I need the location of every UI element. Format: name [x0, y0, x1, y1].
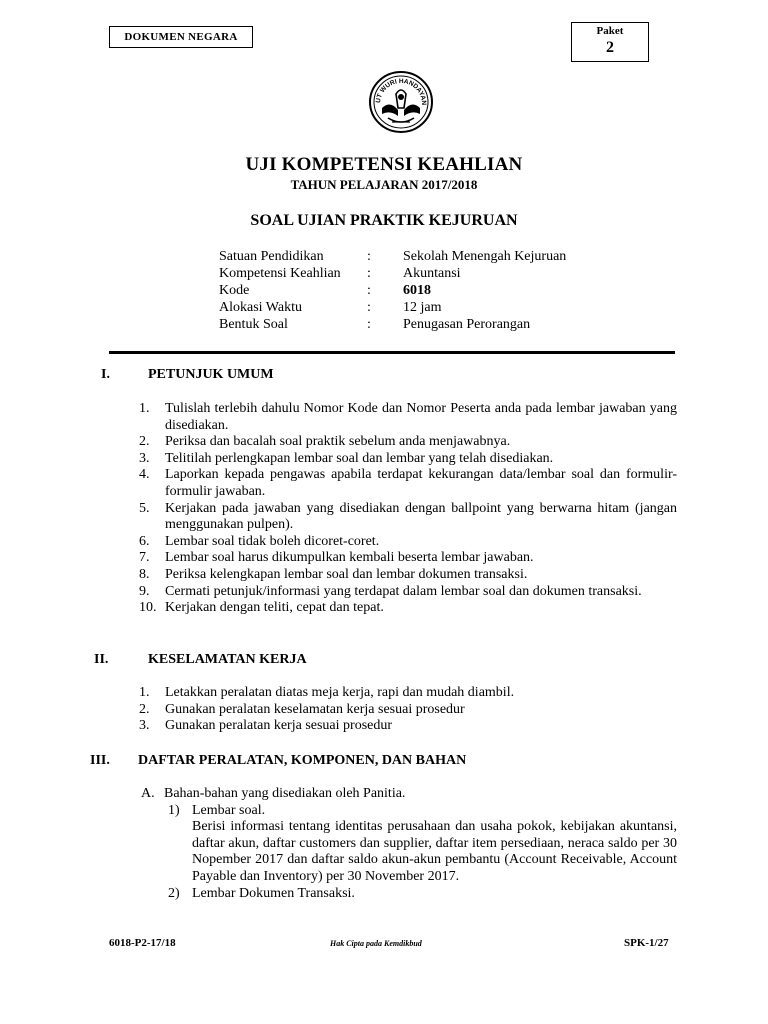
- document-label: DOKUMEN NEGARA: [109, 26, 253, 48]
- info-row: [219, 316, 566, 333]
- info-colon: :: [367, 266, 371, 281]
- item-text: Lembar soal tidak boleh dicoret-coret.: [165, 533, 380, 549]
- subsection-text: Bahan-bahan yang disediakan oleh Panitia.: [164, 786, 406, 801]
- list-item: [139, 501, 677, 534]
- list-item: [139, 401, 677, 434]
- item-number: 2.: [139, 701, 150, 717]
- info-value: Sekolah Menengah Kejuruan: [403, 249, 567, 264]
- list-item: [168, 803, 677, 886]
- item-text: Periksa kelengkapan lembar soal dan lembar dokumen transaksi.: [165, 566, 528, 582]
- item-text: Gunakan peralatan keselamatan kerja sesuai prosedur: [165, 701, 465, 717]
- list-item: [168, 886, 677, 903]
- list-item: [139, 584, 677, 601]
- paket-label: Paket: [596, 25, 624, 37]
- info-key: Kompetensi Keahlian: [219, 266, 341, 281]
- item-text: Kerjakan dengan teliti, cepat dan tepat.: [165, 600, 384, 616]
- info-colon: :: [367, 283, 371, 298]
- paket-number: 2: [606, 39, 614, 56]
- section-number: I.: [101, 367, 110, 382]
- instruction-list: [139, 401, 677, 617]
- item-text: Telitilah perlengkapan lembar soal dan lembar yang telah disediakan.: [165, 450, 554, 466]
- list-item: [139, 702, 677, 719]
- item-text: Letakkan peralatan diatas meja kerja, rapi dan mudah diambil.: [165, 685, 515, 700]
- info-value: 12 jam: [403, 300, 442, 315]
- section-number: II.: [94, 652, 109, 667]
- item-text: Laporkan kepada pengawas apabila terdapat kekurangan data/lembar soal dan formulir-formulir jawaban.: [165, 467, 677, 499]
- item-text: Periksa dan bacalah soal praktik sebelum anda menjawabnya.: [165, 434, 511, 450]
- item-number: 8.: [139, 566, 150, 582]
- info-key: Bentuk Soal: [219, 317, 288, 332]
- item-title: Lembar soal.: [192, 802, 266, 818]
- info-row: [219, 265, 566, 282]
- section-heading: [90, 752, 466, 770]
- item-number: 3.: [139, 450, 150, 466]
- divider-rule: [109, 351, 675, 354]
- item-number: 5.: [139, 500, 150, 516]
- info-colon: :: [367, 249, 371, 264]
- item-number: 2.: [139, 434, 150, 450]
- info-colon: :: [367, 300, 371, 315]
- list-item: [139, 685, 677, 702]
- footer-page-number: SPK-1/27: [624, 937, 669, 949]
- info-value: 6018: [403, 283, 431, 298]
- item-number: 7.: [139, 550, 150, 566]
- info-row: [219, 248, 566, 265]
- item-number: 6.: [139, 533, 150, 549]
- subsection-letter: A.: [141, 786, 155, 801]
- info-value: Penugasan Perorangan: [403, 317, 531, 332]
- list-item: [139, 451, 677, 468]
- footer-copyright: Hak Cipta pada Kemdikbud: [330, 939, 422, 948]
- list-item: [139, 434, 677, 451]
- section-heading: [101, 366, 274, 384]
- seal-text: UT WURI HANDAYAN: [374, 77, 428, 106]
- section-heading: [94, 651, 307, 669]
- item-text: Kerjakan pada jawaban yang disediakan dengan ballpoint yang berwarna hitam (jangan menggunakan pulpen).: [165, 500, 677, 533]
- info-key: Satuan Pendidikan: [219, 249, 324, 264]
- exam-info-table: [219, 248, 566, 333]
- item-text: Tulislah terlebih dahulu Nomor Kode dan Nomor Peserta anda pada lembar jawaban yang disediakan.: [165, 401, 677, 433]
- item-number: 10.: [139, 600, 157, 616]
- section-number: III.: [90, 753, 110, 768]
- info-row: [219, 282, 566, 299]
- info-key: Alokasi Waktu: [219, 300, 302, 315]
- list-item: [139, 567, 677, 584]
- info-colon: :: [367, 317, 371, 332]
- list-item: [139, 600, 677, 617]
- item-text: Cermati petunjuk/informasi yang terdapat dalam lembar soal dan dokumen transaksi.: [165, 583, 642, 599]
- exam-title: SOAL UJIAN PRAKTIK KEJURUAN: [250, 212, 518, 229]
- subsection-heading: [141, 786, 677, 803]
- item-text: Lembar soal harus dikumpulkan kembali beserta lembar jawaban.: [165, 550, 534, 566]
- info-row: [219, 299, 566, 316]
- item-number: 9.: [139, 583, 150, 599]
- materials-subsection: [141, 786, 677, 902]
- item-title: Lembar Dokumen Transaksi.: [192, 885, 355, 901]
- list-item: [139, 718, 677, 735]
- item-description: Berisi informasi tentang identitas perusahaan dan usaha pokok, kebijakan akuntansi, daftar akun, daftar customers dan supplier, daftar item persediaan, neraca saldo per 30 Nopember 2017 dan daftar saldo akun-akun pembantu (Account Receivable, Account Payable dan Inventory) per 30 November 2017.: [192, 819, 677, 884]
- section-title: DAFTAR PERALATAN, KOMPONEN, DAN BAHAN: [138, 753, 467, 768]
- item-number: 1.: [139, 685, 150, 700]
- info-value: Akuntansi: [403, 266, 461, 281]
- list-item: [139, 550, 677, 567]
- page-title: UJI KOMPETENSI KEAHLIAN: [245, 154, 523, 175]
- section-title: PETUNJUK UMUM: [148, 367, 274, 382]
- list-item: [139, 467, 677, 500]
- info-key: Kode: [219, 283, 250, 298]
- footer-code: 6018-P2-17/18: [109, 937, 176, 949]
- materials-list: [168, 803, 677, 903]
- item-number: 4.: [139, 467, 150, 483]
- item-number: 1): [168, 802, 180, 818]
- paket-box: [571, 22, 649, 62]
- item-number: 2): [168, 885, 180, 901]
- item-text: Gunakan peralatan kerja sesuai prosedur: [165, 718, 393, 734]
- item-number: 3.: [139, 718, 150, 734]
- safety-list: [139, 685, 677, 735]
- academic-year: TAHUN PELAJARAN 2017/2018: [290, 177, 478, 192]
- list-item: [139, 534, 677, 551]
- tut-wuri-handayani-seal-icon: [368, 70, 434, 134]
- item-number: 1.: [139, 401, 150, 416]
- section-title: KESELAMATAN KERJA: [148, 652, 307, 667]
